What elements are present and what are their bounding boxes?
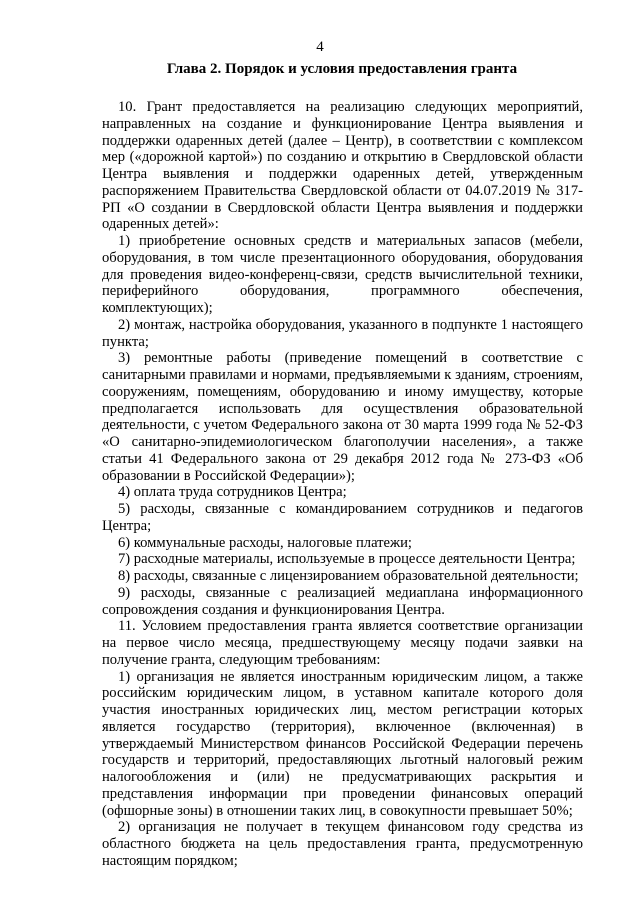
item-10-9: 9) расходы, связанные с реализацией медиаплана информационного сопровождения создания и функционирования Центра. (102, 584, 583, 618)
item-10-3: 3) ремонтные работы (приведение помещений в соответствие с санитарными правилами и нормами, предъявляемыми к зданиям, строениям, сооружениям, помещениям, оборудованию и иному имуществу, которые предполагается использовать для осуществления образовательной деятельности, с учетом Федерального закона от 30 марта 1999 года № 52-ФЗ «О санитарно-эпидемиологическом благополучии населения», а также статьи 41 Федерального закона от 29 декабря 2012 года № 273-ФЗ «Об образовании в Российской Федерации»); (102, 350, 583, 484)
item-10-1: 1) приобретение основных средств и материальных запасов (мебели, оборудования, в том числе презентационного оборудования, оборудования для проведения видео-конференц-связи, средств вычислительной техники, периферийного оборудования, программного обеспечения, комплектующих); (102, 233, 583, 316)
document-body (102, 99, 583, 870)
paragraph-10: 10. Грант предоставляется на реализацию следующих мероприятий, направленных на создание и функционирование Центра выявления и поддержки одаренных детей (далее – Центр), в соответствии с комплексом мер («дорожной картой») по созданию и открытию в Свердловской области Центра выявления и поддержки одаренных детей, утвержденным распоряжением Правительства Свердловской области от 04.07.2019 № 317-РП «О создании в Свердловской области Центра выявления и поддержки одаренных детей»: (102, 99, 583, 233)
item-10-8: 8) расходы, связанные с лицензированием образовательной деятельности; (118, 568, 579, 584)
item-11-1: 1) организация не является иностранным юридическим лицом, а также российским юридическим лицом, в уставном капитале которого доля участия иностранных юридических лиц, местом регистрации которых является государство (территория), включенное (включенная) в утверждаемый Министерством финансов Российской Федерации перечень государств и территорий, предоставляющих льготный налоговый режим налогообложения и (или) не предусматривающих раскрытия и представления информации при проведении финансовых операций (офшорные зоны) в отношении таких лиц, в совокупности превышает 50%; (102, 668, 583, 819)
item-10-4: 4) оплата труда сотрудников Центра; (118, 484, 347, 501)
page-number: 4 (316, 39, 324, 55)
item-10-5: 5) расходы, связанные с командированием сотрудников и педагогов Центра; (102, 501, 583, 534)
item-11-2: 2) организация не получает в текущем финансовом году средства из областного бюджета на цель предоставления гранта, предусмотренную настоящим порядком; (102, 819, 583, 869)
item-10-7: 7) расходные материалы, используемые в процессе деятельности Центра; (118, 551, 576, 568)
paragraph-11: 11. Условием предоставления гранта является соответствие организации на первое число месяца, предшествующему месяцу подачи заявки на получение гранта, следующим требованиям: (102, 618, 583, 668)
item-10-2: 2) монтаж, настройка оборудования, указанного в подпункте 1 настоящего пункта; (102, 316, 583, 350)
chapter-title: Глава 2. Порядок и условия предоставления гранта (166, 61, 518, 77)
item-10-6: 6) коммунальные расходы, налоговые платежи; (118, 534, 412, 551)
